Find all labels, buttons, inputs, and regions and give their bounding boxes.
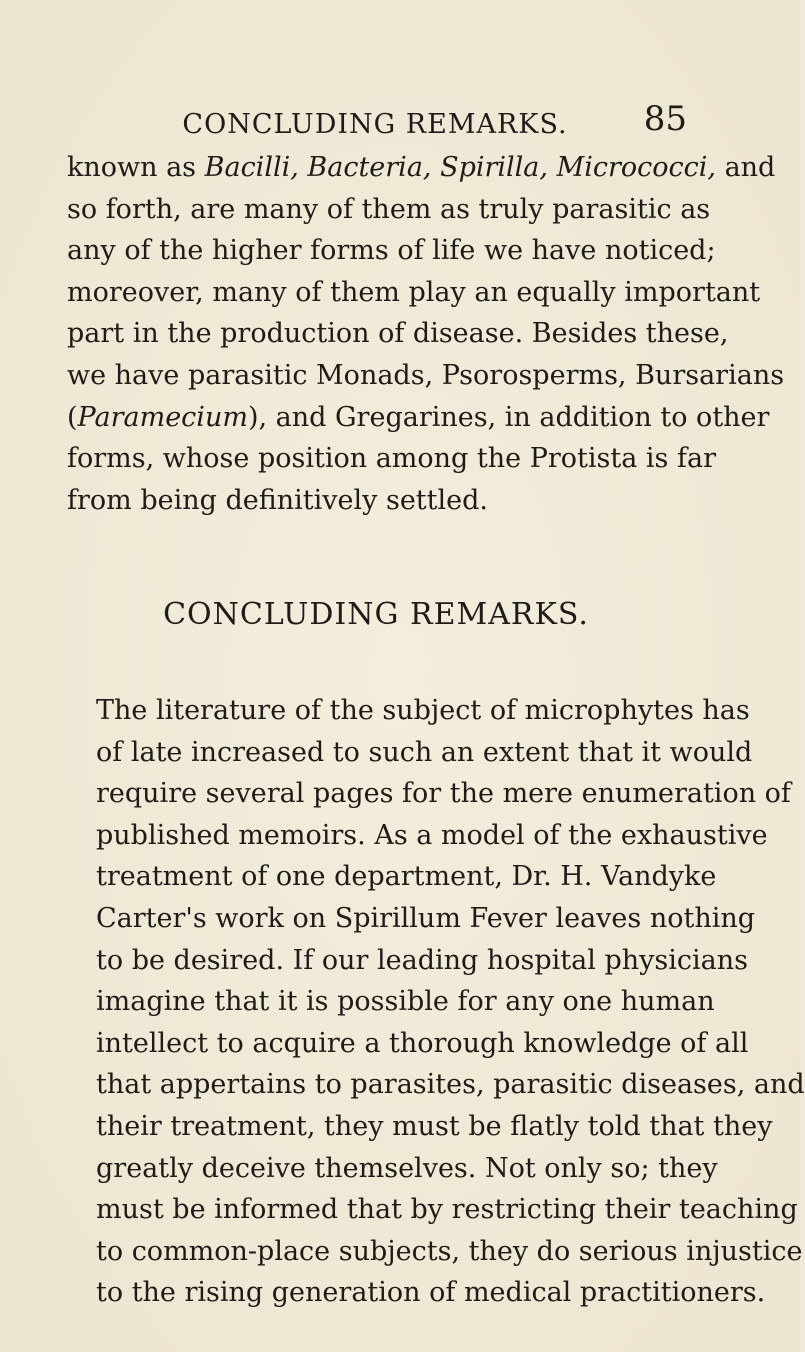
text-line: Carter's work on Spirillum Fever leaves nothing <box>96 902 756 934</box>
text-line: published memoirs. As a model of the exhaustive <box>96 819 768 851</box>
text-line: The literature of the subject of microphytes has <box>96 695 750 726</box>
text-line: intellect to acquire a thorough knowledge of all <box>96 1027 749 1059</box>
text-line: so forth, are many of them as truly parasitic as <box>67 193 711 225</box>
section-heading: CONCLUDING REMARKS. <box>163 597 589 632</box>
text-line: require several pages for the mere enumeration of <box>96 778 791 810</box>
text-line: part in the production of disease. Besides these, <box>67 318 729 350</box>
page-number: 85 <box>643 99 687 139</box>
running-title: CONCLUDING REMARKS. <box>182 109 568 140</box>
text-line <box>67 397 770 439</box>
text-line: must be informed that by restricting their teaching <box>96 1194 798 1226</box>
running-head <box>67 99 687 146</box>
text-fragment: ( <box>67 401 78 433</box>
text-line: of late increased to such an extent that it would <box>96 736 753 768</box>
text-line: from being definitively settled. <box>67 484 488 516</box>
text-line: their treatment, they must be flatly told that they <box>96 1110 773 1142</box>
text-line: greatly deceive themselves. Not only so; they <box>96 1152 718 1184</box>
text-line: we have parasitic Monads, Psorosperms, Bursarians <box>67 359 785 391</box>
text-line: treatment of one department, Dr. H. Vandyke <box>96 861 717 893</box>
text-line: to be desired. If our leading hospital physicians <box>96 944 748 976</box>
text-line: that appertains to parasites, parasitic diseases, and <box>96 1069 805 1101</box>
text-fragment: known as <box>67 152 205 183</box>
text-line: any of the higher forms of life we have noticed; <box>67 235 716 267</box>
italic-genera: Bacilli, Bacteria, Spirilla, Micrococci, <box>204 152 716 183</box>
paragraph-continuation <box>67 147 785 521</box>
text-line: forms, whose position among the Protista is far <box>67 443 716 475</box>
text-fragment: ), and Gregarines, in addition to other <box>247 401 770 433</box>
paragraph-concluding-remarks <box>67 690 805 1314</box>
italic-genus: Paramecium <box>77 401 248 433</box>
text-fragment: and <box>715 152 776 183</box>
text-line: moreover, many of them play an equally important <box>67 276 761 308</box>
text-line <box>67 147 776 189</box>
text-line: to the rising generation of medical practitioners. <box>96 1277 766 1309</box>
text-line: imagine that it is possible for any one human <box>96 986 715 1018</box>
text-line: to common-place subjects, they do serious injustice <box>96 1235 803 1267</box>
